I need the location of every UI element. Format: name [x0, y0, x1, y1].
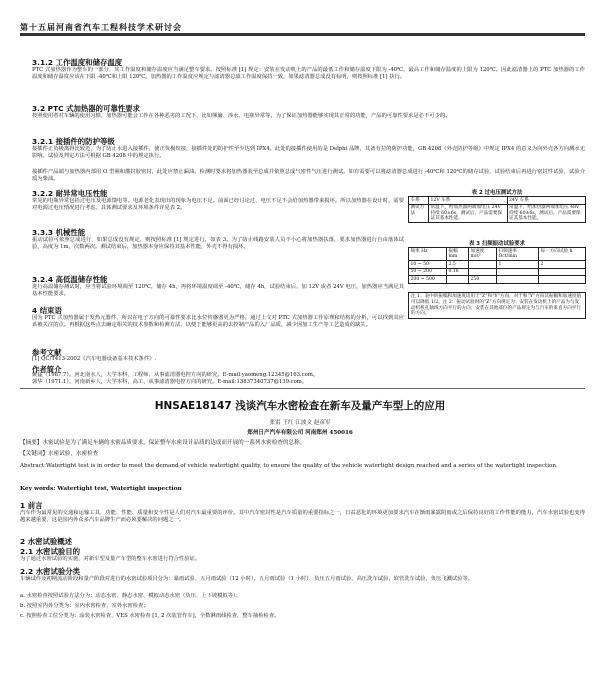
table-cell — [539, 276, 586, 284]
article-authors: 张雷 王红 江波文 赵彦军 — [269, 420, 331, 426]
article-title: HNSAE18147 浅谈汽车水密检查在新车及量产车型上的应用 — [154, 400, 446, 412]
para-1: 汽车作为最常见的交通和运输工具，功能、性能、质量和安全性是人们对汽车最重要的评价。其中汽车密封性是汽车质量的重要指标之一，日益恶化的环境更加要求汽车在渐雨暴露阴雨或之后保持良好的工作性能的能力，汽车水密试验也变得越来越重要，这是国内外众多汽车品牌生产而必须要解决的问题之一。 — [20, 510, 585, 524]
table-3-caption: 表 3 扫频振动试验要求 — [468, 241, 526, 247]
para-3-2-1-b: 接插件产品端与加热器内部用 O 型圈和灌封胶密封，此处应禁止漏油。检测时要求将加热器装至总成并依照总成气密性气压进行测试。如有需要可以将滤清器总成进行 -40℃和 120℃的储存试验，试验结束后再进行密封性试验，试验介质为柴油。 — [32, 169, 585, 183]
abstract-en: Abstract:Watertight test is in order to meet the demand of vehicle watertight quality, to ensure the quality of the vehicle watertight design reached and a series of the watertight inspection. — [20, 463, 558, 469]
table-cell: 常温下，给加热器两端加电压 48V 持续 60±6s，测试后，产品需要保证其基本性能。 — [507, 204, 586, 223]
para-2-2: 车辆试作及初期流动阶段和量产阶段对进行的水密试验项目分为：暴雨试验、五月雨试验（12 小时）、五月雨试验（1 小时）、负压五月雨试验、高压洗车试验、软管洗车试验、负压飞溅试验等。 — [20, 576, 474, 582]
table-cell: 200 ~ 500 — [409, 276, 447, 284]
keywords-cn: 【关键词】水密试验，水密检查 — [20, 451, 99, 457]
table-2 — [408, 196, 586, 223]
article-affiliation: 郑州日产汽车有限公司 河南郑州 450016 — [247, 430, 353, 436]
table-cell: 2.5 — [447, 261, 469, 269]
reference-item: [1] QC/T413-2002《汽车电器设备基本技术条件》. — [32, 356, 157, 362]
table-3-note: 注 1：表中的振幅和加速度适用于“Z”和“Y”方向，对于和“Y”方向其振幅和加速度值可以降低 1/2。注 2：振动试验时的“Z”方向规定为：安装在发动机上的产品为与发动机机孔轴线方向平行的方向；安装在其他部位的产品规定为与汽车的垂直方向平行的方向。 — [408, 292, 586, 319]
table-cell: 常温下，给加热器两端加电压 24V 持续 60±6s，测试后，产品需要保证其基本性能。 — [429, 204, 508, 223]
running-header: 第十五届河南省汽车工程科技学术研讨会 — [20, 22, 182, 32]
section-heading-3-1-2: 3.1.2 工作温度和储存温度 — [32, 58, 123, 67]
table-cell: 测试方法 — [409, 204, 429, 223]
table-cell: 2 — [539, 261, 586, 269]
table-cell: 车系 — [409, 197, 429, 205]
section-heading-3-2-2: 3.2.2 耐异常电压性能 — [32, 189, 108, 198]
table-cell — [469, 268, 497, 276]
table-cell — [447, 276, 469, 284]
para-3-2-1: 接插件正负极离得比较近，为了防止水进入接插件，使正负极短接，接插件处的防护性至少达到 IPX4。此处的接插件使用的是 Delphi 品牌，其备有拉的防护功能，GB 4208《外壳防护等级》中规定 IPX4 的意义为向外壳各方向溅水无影响。试验及判定方法可根据 GB 4208 中的规定执行。 — [32, 146, 585, 160]
para-3-2-2: 常见的电瓶异常包括过电压及电源馈电等。电源老化表现出的现象为电压不足。前面已经讨论过，电压不足不会给加热器带来损坏。所以加热器在设计时，需要对电源过电压情况进行考虑。具体测试要求及环境条件详见表 2。 — [32, 198, 404, 212]
table-3 — [408, 247, 586, 284]
table-cell: 10 ~ 50 — [409, 261, 447, 269]
section-heading-2: 2 水密试验概述 — [20, 537, 73, 546]
para-3-2-4: 进行高温储存测试时，应当将试验环境调至 120℃，储存 4h，再将环境温度调至 -40℃，储存 4h，试验结束后，加 12V 或者 24V 电压，加热器应当满足其基本性能要求。 — [32, 284, 404, 298]
para-4: 因为 PTC 式加热器属于发热元器件，所以在电子方向的可靠性要求比水位传感器更为严格。通过上文对 PTC 式加热器工作原理和结构的分析，可以找到其应该被关注的点。再根据这些点去确定相关的技术参数和检测方法，以便于能够更高的去控制产品的入厂品质，减少因加工生产等工艺造成的缺失。 — [32, 315, 404, 329]
table-cell — [497, 268, 539, 276]
table-cell: 250 — [469, 276, 497, 284]
table-2-caption: 表 2 过电压测试方法 — [471, 190, 523, 196]
table-cell — [497, 276, 539, 284]
abstract-cn: 【摘要】水密试验是为了满足车辆的水密品质要求，保证整车水密设计品质的达成而开展的一系列水密检查的总称。 — [20, 440, 306, 446]
author-bio-item: 姚猛（1987.7），河北南水人，大学本科，工程师，从事滤清器电控方向的研究。E-mail:yaomeng.12345@163.com。 — [32, 372, 319, 378]
table-cell: 24V 车系 — [507, 197, 586, 205]
section-heading-3-2: 3.2 PTC 式加热器的可靠性要求 — [32, 104, 141, 113]
author-bio-heading: 作者简介 — [32, 365, 62, 374]
section-heading-3-3-3: 3.3.3 机械性能 — [32, 228, 86, 237]
para-3-1-2: PTC 式加热器作为整车的一部分，其工作温度和储存温度应当满足整车要求。按照标准 [1] 规定：安装在发动机上的产品的最低工作和储存温度下限为 -40℃，最高工作和储存温度的上限为 120℃。因此滤清器上的 PTC 加热器的工作温度和储存温度应该在下限 -40℃和上限 120℃。加热器的工作温度应规定与滤清器总成工作温度保持一致，如果滤清器总成没有标明，则按照标准 [1] 执行。 — [32, 67, 585, 81]
table-row — [409, 261, 586, 269]
section-heading-4: 4 结束语 — [32, 306, 62, 315]
table-header-cell: 扫频速率 Oct/min — [497, 248, 539, 261]
table-row — [409, 268, 586, 276]
table-header-cell: 振幅 mm — [447, 248, 469, 261]
author-bio-item: 郭华（1971.1），河南新乡人，大学本科，高工，从事滤清器电控方向的研究。E-mail:13837340737@139.com。 — [32, 379, 308, 385]
references-heading: 参考文献 — [32, 348, 62, 357]
table-cell: 12V 车系 — [429, 197, 508, 205]
section-heading-3-2-1: 3.2.1 接插件的防护等级 — [32, 137, 115, 146]
table-cell: 0.16 — [447, 268, 469, 276]
table-cell: 50 ~ 200 — [409, 268, 447, 276]
keywords-en: Key words: Watertight test, Watertight inspection — [20, 486, 182, 492]
table-row — [409, 276, 586, 284]
para-2-1: 为了通过水密试验的实施，对新车型及量产车型的整车水密进行符合性验证。 — [20, 556, 201, 562]
table-header-cell: 每一方向试验 h — [539, 248, 586, 261]
section-heading-2-1: 2.1 水密试验目的 — [20, 547, 81, 556]
section-heading-1: 1 前言 — [20, 501, 43, 510]
section-heading-2-2: 2.2 水密试验分类 — [20, 567, 81, 576]
list-item: c. 按照检查工位分类为：涂装水密检查、VES 水密检查 [1, 2 次装管作车]，全数淋雨线检查，整车抽检检查。 — [20, 613, 280, 619]
para-3-2: 按照使用者对车辆的使用习惯，加热器可能会工作在各种恶劣的工况下，比如颠簸、涉水、电瓶异常等。为了保证加热器能够实现其正常的功能，产品的可靠性要求是必不可少的。 — [32, 113, 451, 119]
table-header-cell: 加速度 m/s² — [469, 248, 497, 261]
table-header-cell: 频率 Hz — [409, 248, 447, 261]
table-cell — [539, 268, 586, 276]
section-heading-3-2-4: 3.2.4 高低温储存性能 — [32, 275, 108, 284]
table-cell: 1 — [497, 261, 539, 269]
article-divider — [20, 388, 585, 389]
header-rule — [20, 33, 585, 36]
para-3-3-3: 振动试验可依照总成进行，如果总成没有规定，则按照标准 [1] 规定进行，如表 3。为了防止线路安装人员不小心将加热器扶落，要求加热器进行自由落体试验，高度为 1m，次数两次。测试结束后，加热器本身应保持其基本性能，外壳不得有损坏。 — [32, 237, 404, 251]
list-item: a. 水密检查按照试验方法分为：动态水密、静态水密、模拟动态水密（负压、上下坡模拟等）； — [20, 593, 242, 599]
table-cell — [469, 261, 497, 269]
list-item: b. 按照室内外分类为：室内水密检查、室外水密检查； — [20, 603, 149, 609]
